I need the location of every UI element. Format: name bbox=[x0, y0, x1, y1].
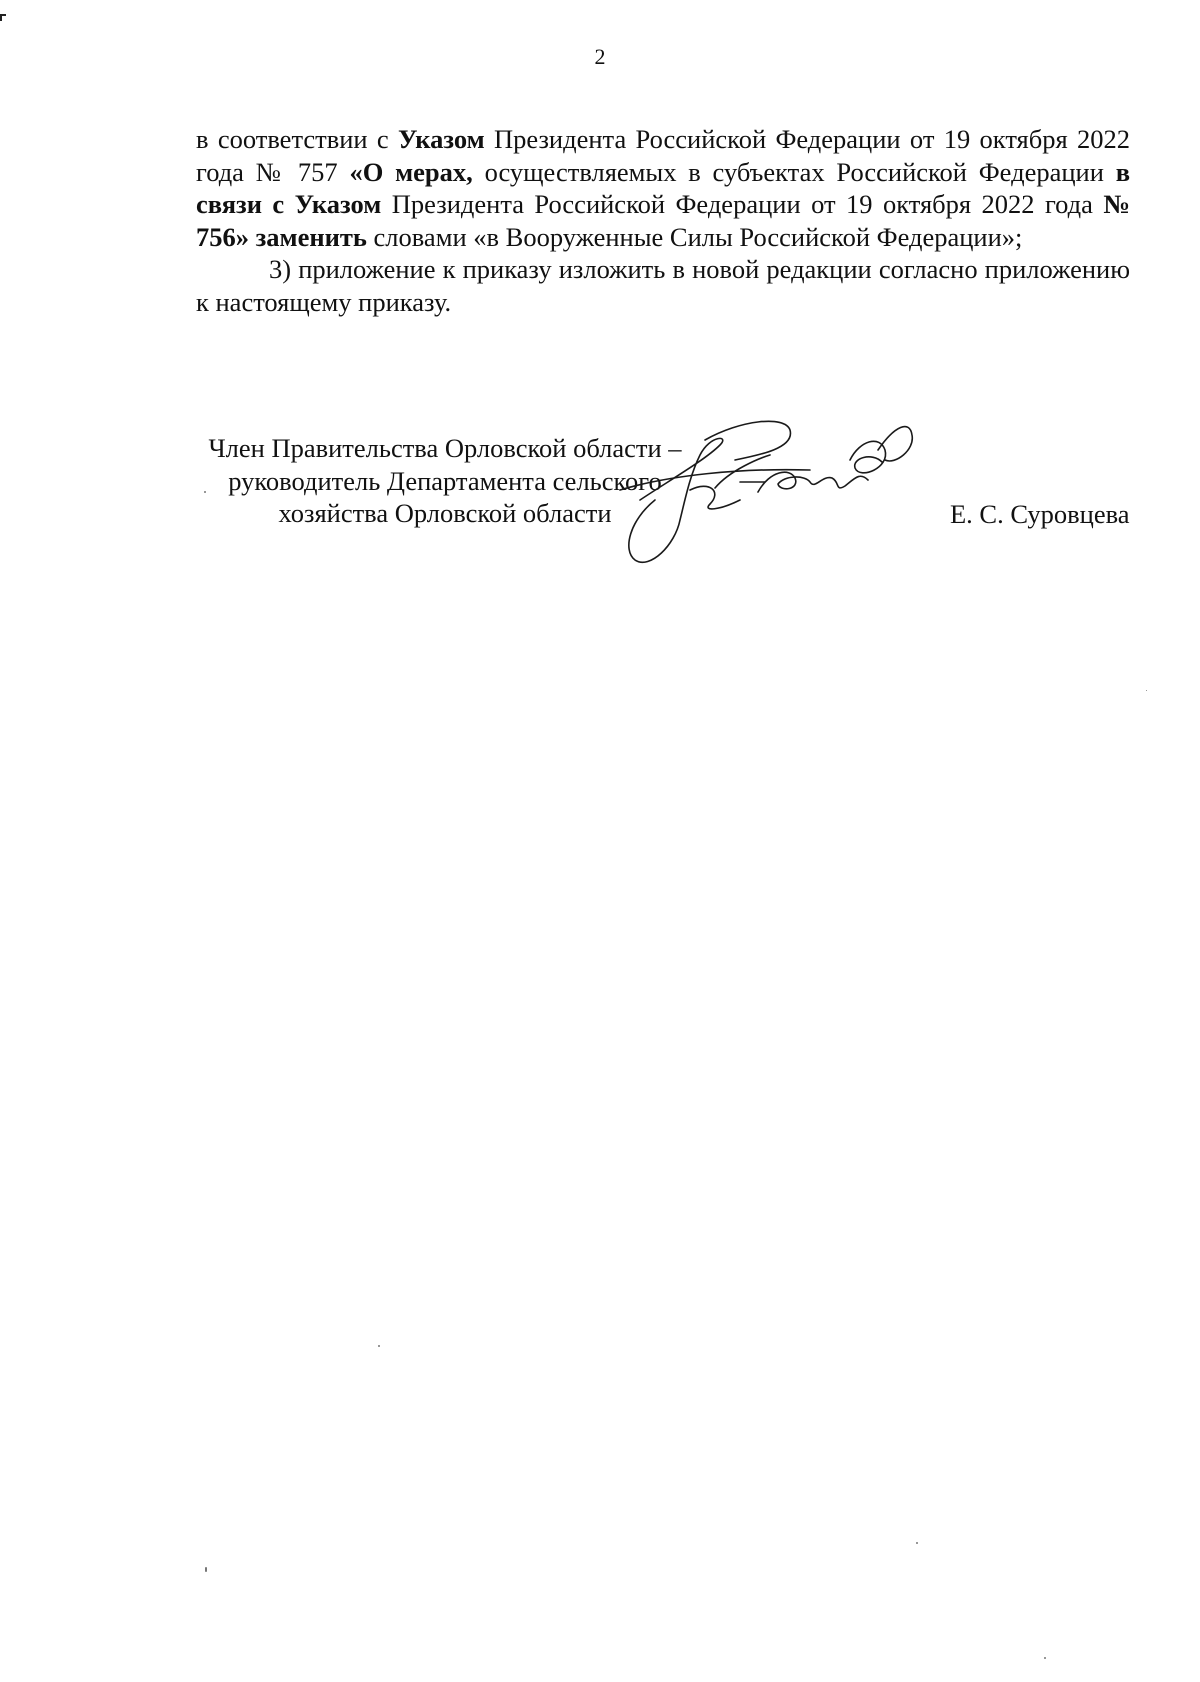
scan-mark bbox=[0, 14, 2, 21]
scan-speck bbox=[205, 1567, 207, 1572]
signatory-title-line: хозяйства Орловской области bbox=[278, 498, 612, 529]
scan-speck bbox=[1146, 690, 1147, 691]
scan-speck bbox=[378, 1345, 380, 1347]
scan-speck bbox=[1044, 1657, 1046, 1659]
paragraph-continuation: в соответствии с Указом Президента Российской Федерации от 19 октября 2022 года № 757 «О мерах, осуществляемых в субъектах Российской Федерации в связи с Указом Президента Российской Федерации от 19 октября 2022 года № 756» заменить словами «в Вооруженные Силы Российской Федерации»; bbox=[196, 124, 1130, 252]
scan-speck bbox=[204, 491, 206, 493]
document-body bbox=[196, 123, 1130, 319]
signatory-title-line: Член Правительства Орловской области – bbox=[208, 433, 682, 463]
signatory-title-line: руководитель Департамента сельского bbox=[228, 465, 662, 496]
handwritten-signature bbox=[610, 420, 970, 580]
page-number: 2 bbox=[594, 44, 606, 69]
signer-name: Е. С. Суровцева bbox=[950, 499, 1130, 529]
paragraph-item-3: 3) приложение к приказу изложить в новой редакции согласно приложению к настоящему приказу. bbox=[196, 254, 1130, 317]
scan-speck bbox=[916, 1542, 918, 1544]
